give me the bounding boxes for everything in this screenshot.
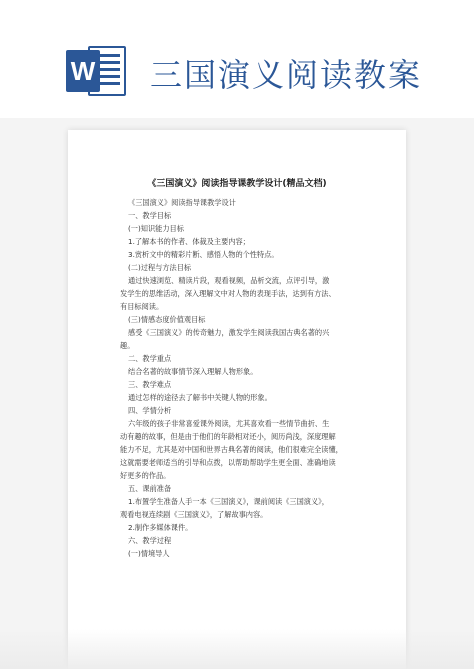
document-line: 结合名著的故事情节深入理解人物形象。 [128,367,258,376]
document-line: 六、教学过程 [128,536,172,545]
document-line: 1.布置学生准备人手一本《三国演义》，课前阅读《三国演义》， [128,497,329,506]
document-line: 能力不足，尤其是对中国和世界古典名著的阅读，他们很难完全读懂， [120,445,343,454]
document-line: (一)情境导人 [128,549,170,558]
document-line: 一、教学目标 [128,211,172,220]
document-line: 五、课前准备 [128,484,172,493]
document-line: 四、学情分析 [128,406,172,415]
document-line: 通过怎样的途径去了解书中关键人物的形象。 [128,393,272,402]
document-line: 发学生的思维活动，深入理解文中对人物的表现手法，达到有方法、 [120,289,336,298]
document-body [120,196,370,560]
document-line: 观看电视连续剧《三国演义》，了解故事内容。 [120,510,268,519]
document-line: (二)过程与方法目标 [128,263,192,272]
bottom-fade [0,629,474,669]
document-line: 三、教学难点 [128,380,172,389]
document-line: 2.制作多媒体课件。 [128,523,193,532]
document-line: 二、教学重点 [128,354,172,363]
document-line: 动有趣的故事，但是由于他们的年龄相对还小，阅历尚浅，深度理解 [120,432,336,441]
document-line: 《三国演义》阅读指导课教学设计 [128,198,236,207]
document-page [68,130,406,669]
document-line: 通过快速浏览、精读片段，观看视频，品析交流，点评引导，激 [128,276,330,285]
word-document-icon [66,44,126,98]
document-line: (三)情感态度价值观目标 [128,315,206,324]
word-w-badge: W [66,50,100,92]
document-line: 1.了解本书的作者、体裁及主要内容； [128,237,250,246]
document-preview-area [0,118,474,669]
document-line: 有目标阅读。 [120,302,164,311]
document-line: 这就需要老师适当的引导和点拨，以帮助帮助学生更全面、准确地读 [120,458,336,467]
document-line: 趣。 [120,341,135,350]
document-line: (一)知识能力目标 [128,224,184,233]
document-heading: 《三国演义》阅读指导课教学设计(精品文档) [147,179,327,189]
document-line: 3.赏析文中的精彩片断、感悟人物的个性特点。 [128,250,279,259]
document-line: 感受《三国演义》的传奇魅力，激发学生阅读我国古典名著的兴 [128,328,330,337]
banner-title: 三国演义阅读教案 [150,56,423,94]
document-banner [0,0,474,118]
document-line: 好更多的作品。 [120,471,171,480]
document-line: 六年级的孩子非常喜爱课外阅读，尤其喜欢看一些情节曲折、生 [128,419,330,428]
